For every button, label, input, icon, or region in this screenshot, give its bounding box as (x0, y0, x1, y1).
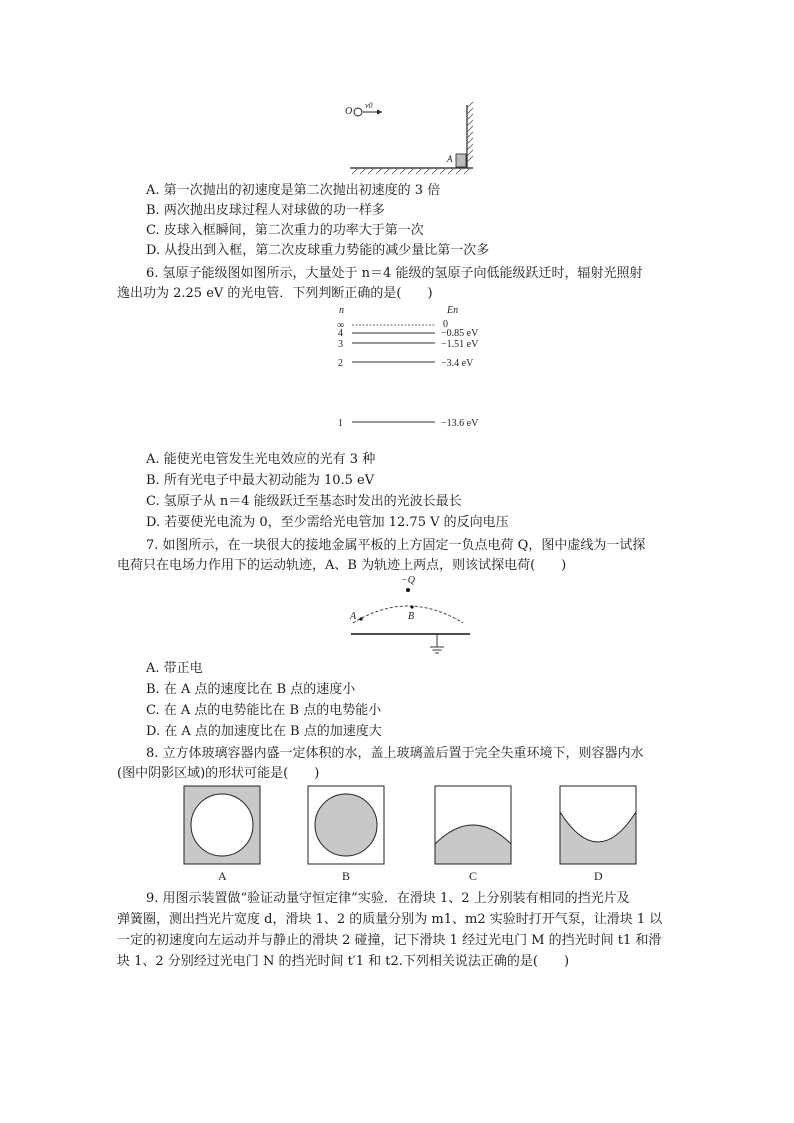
level-inf-n: ∞ (337, 320, 345, 331)
q6-stem-line2: 逸出功为 2.25 eV 的光电管．下列判断正确的是( ) (117, 286, 433, 301)
q5-option-c: C. 皮球入框瞬间，第二次重力的功率大于第一次 (146, 223, 424, 238)
q7-option-b: B. 在 A 点的速度比在 B 点的速度小 (146, 682, 356, 697)
level-1-e: −13.6 eV (441, 418, 479, 429)
figure-charge-plate (345, 575, 475, 660)
q9-stem-line4: 块 1、2 分别经过光电门 N 的挡光时间 t′1 和 t2.下列相关说法正确的是( ) (117, 954, 570, 969)
option-label-c: C (469, 869, 478, 883)
q5-option-b: B. 两次抛出皮球过程人对球做的功一样多 (146, 203, 385, 218)
label-point-a: A (350, 611, 357, 622)
level-3-n: 3 (338, 339, 343, 350)
option-label-b: B (342, 869, 351, 883)
level-1-n: 1 (338, 418, 343, 429)
option-label-d: D (594, 869, 603, 883)
q7-stem-line1: 7. 如图所示，在一块很大的接地金属平板的上方固定一负点电荷 Q，图中虚线为一试探 (146, 538, 646, 553)
ball-shape (354, 108, 362, 116)
q7-option-d: D. 在 A 点的加速度比在 B 点的加速度大 (146, 724, 382, 739)
label-v0: v0 (365, 101, 373, 110)
q6-option-a: A. 能使光电管发生光电效应的光有 3 种 (146, 452, 376, 467)
level-2-n: 2 (338, 358, 343, 369)
label-point-b: B (408, 611, 415, 622)
option-label-a: A (218, 869, 227, 883)
q6-stem-line1: 6. 氢原子能级图如图所示，大量处于 n＝4 能级的氢原子向低能级跃迁时，辐射光照射 (146, 266, 643, 281)
level-3-e: −1.51 eV (441, 339, 479, 350)
basket-shape (456, 154, 466, 167)
q5-option-a: A. 第一次抛出的初速度是第二次抛出初速度的 3 倍 (146, 183, 441, 198)
label-neg-q: −Q (401, 575, 415, 586)
q7-stem-line2: 电荷只在电场力作用下的运动轨迹，A、B 为轨迹上两点，则该试探电荷( ) (117, 558, 567, 573)
q9-stem-line1: 9. 用图示装置做“验证动量守恒定律”实验．在滑块 1、2 上分别装有相同的挡光片及 (146, 891, 630, 906)
level-inf-e: 0 (443, 319, 448, 330)
energy-header-n: n (339, 305, 344, 316)
q8-option-figures (180, 784, 640, 884)
q5-option-d: D. 从投出到入框，第二次皮球重力势能的减少量比第一次多 (146, 243, 490, 258)
label-a: A (447, 154, 453, 164)
q8-stem-line1: 8. 立方体玻璃容器内盛一定体积的水，盖上玻璃盖后置于完全失重环境下，则容器内水 (146, 746, 644, 761)
level-4-n: 4 (338, 328, 343, 339)
q6-option-d: D. 若要使光电流为 0，至少需给光电管加 12.75 V 的反向电压 (146, 515, 509, 530)
level-2-e: −3.4 eV (441, 358, 474, 369)
q9-stem-line3: 一定的初速度向左运动并与静止的滑块 2 碰撞，记下滑块 1 经过光电门 M 的挡光时间 t1 和滑 (117, 933, 662, 948)
q9-stem-line2: 弹簧圈，测出挡光片宽度 d，滑块 1、2 的质量分别为 m1、m2 实验时打开气泵，让滑块 1 以 (117, 912, 663, 927)
q7-option-c: C. 在 A 点的电势能比在 B 点的电势能小 (146, 703, 382, 718)
point-a-dot (359, 617, 362, 620)
label-o: O (345, 106, 353, 117)
q8-stem-line2: (图中阴影区域)的形状可能是( ) (117, 766, 320, 781)
q7-option-a: A. 带正电 (146, 661, 203, 676)
level-4-e: −0.85 eV (441, 328, 479, 339)
q6-option-b: B. 所有光电子中最大初动能为 10.5 eV (146, 473, 375, 488)
point-b-dot (410, 605, 413, 608)
q6-option-c: C. 氢原子从 n＝4 能级跃迁至基态时发出的光波长最长 (146, 494, 462, 509)
energy-header-e: En (447, 305, 459, 316)
charge-point (406, 588, 410, 592)
energy-level-diagram (335, 303, 505, 428)
figure-wall-basket (340, 100, 480, 175)
